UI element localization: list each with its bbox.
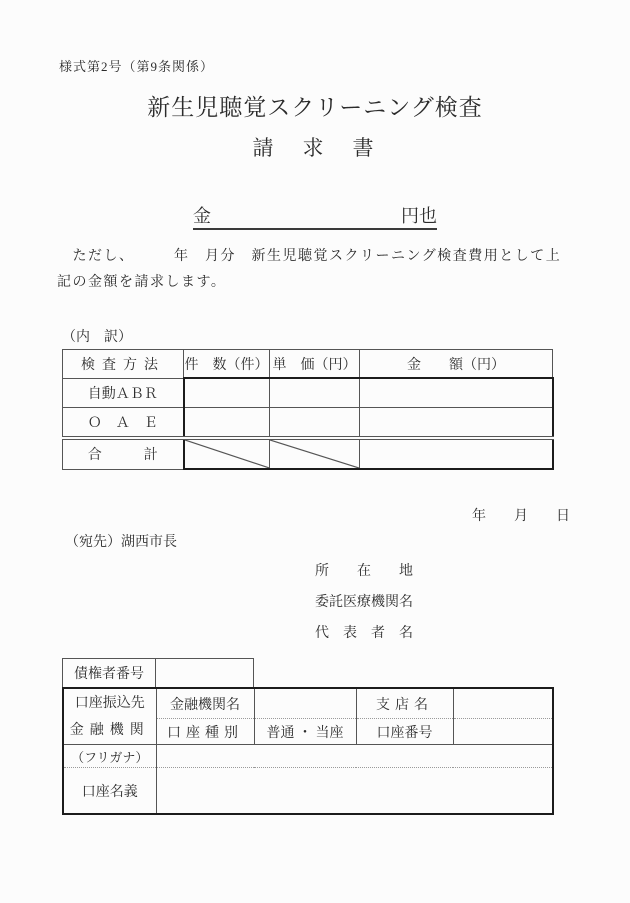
- account-holder-value-cell: [156, 768, 553, 815]
- oae-count-cell: [184, 408, 270, 439]
- amount-suffix: 円也: [401, 206, 437, 226]
- institution-name-label: 金融機関名: [156, 688, 254, 719]
- body-line-2: 記の金額を請求します。: [57, 275, 227, 290]
- creditor-number-table: [62, 658, 254, 687]
- header-method: 検査方法: [63, 350, 184, 379]
- account-holder-label: 口座名義: [63, 768, 156, 815]
- account-number-value-cell: [453, 719, 553, 745]
- total-label: 合 計: [63, 438, 184, 469]
- transfer-label-line2: 金融機関: [69, 722, 150, 738]
- abr-count-cell: [184, 378, 270, 408]
- diagonal-strike-icon: [270, 440, 359, 468]
- amount-prefix: 金: [193, 206, 211, 226]
- signature-institution-label: 委託医療機関名: [315, 595, 413, 610]
- furigana-value-cell: [156, 745, 553, 768]
- account-number-label: 口座番号: [356, 719, 453, 745]
- diagonal-strike-icon: [185, 440, 270, 468]
- branch-name-label: 支店名: [356, 688, 453, 719]
- form-number: 様式第2号（第9条関係）: [59, 59, 215, 74]
- bank-row-furigana: [63, 745, 553, 768]
- transfer-label-line1: 口座振込先: [74, 695, 145, 711]
- abr-label: 自動ＡＢＲ: [63, 378, 184, 408]
- bank-row-institution: [63, 688, 553, 719]
- signature-representative-label: 代表者名: [315, 626, 413, 641]
- account-type-options: 普通 ・ 当座: [254, 719, 356, 745]
- addressee: （宛先）湖西市長: [65, 535, 177, 550]
- breakdown-row-abr: [63, 378, 553, 408]
- document-title: 新生児聴覚スクリーニング検査: [147, 95, 483, 120]
- branch-name-value-cell: [453, 688, 553, 719]
- abr-unit-price-cell: [270, 378, 360, 408]
- breakdown-header-row: [63, 350, 553, 379]
- furigana-label: （フリガナ）: [63, 745, 156, 768]
- breakdown-row-oae: [63, 408, 553, 439]
- transfer-destination-label: [63, 688, 156, 745]
- date-line: 年 月 日: [472, 509, 570, 524]
- oae-unit-price-cell: [270, 408, 360, 439]
- amount-line: [193, 202, 437, 230]
- creditor-number-value-cell: [156, 659, 254, 688]
- oae-label: Ｏ Ａ Ｅ: [63, 408, 184, 439]
- body-paragraph: [57, 244, 577, 296]
- breakdown-table: [62, 349, 554, 470]
- header-count: 件 数（件）: [184, 350, 270, 379]
- bank-account-table: [62, 687, 554, 815]
- breakdown-section-label: （内 訳）: [62, 330, 132, 345]
- total-amount-cell: [360, 438, 553, 469]
- total-count-cell-strikethrough: [184, 438, 270, 469]
- total-unit-price-cell-strikethrough: [270, 438, 360, 469]
- bank-row-account-holder: [63, 768, 553, 815]
- institution-name-value-cell: [254, 688, 356, 719]
- document-subtitle: 請 求 書: [252, 136, 378, 160]
- abr-amount-cell: [360, 378, 553, 408]
- header-unit-price: 単 価（円）: [270, 350, 360, 379]
- header-amount: 金 額（円）: [360, 350, 553, 379]
- account-type-label: 口座種別: [156, 719, 254, 745]
- creditor-number-label: 債権者番号: [63, 659, 156, 688]
- body-line-1: ただし、 年 月分 新生児聴覚スクリーニング検査費用として上: [57, 249, 562, 264]
- signature-location-label: 所在地: [315, 564, 413, 579]
- oae-amount-cell: [360, 408, 553, 439]
- breakdown-row-total: [63, 438, 553, 469]
- creditor-number-row: [63, 659, 254, 688]
